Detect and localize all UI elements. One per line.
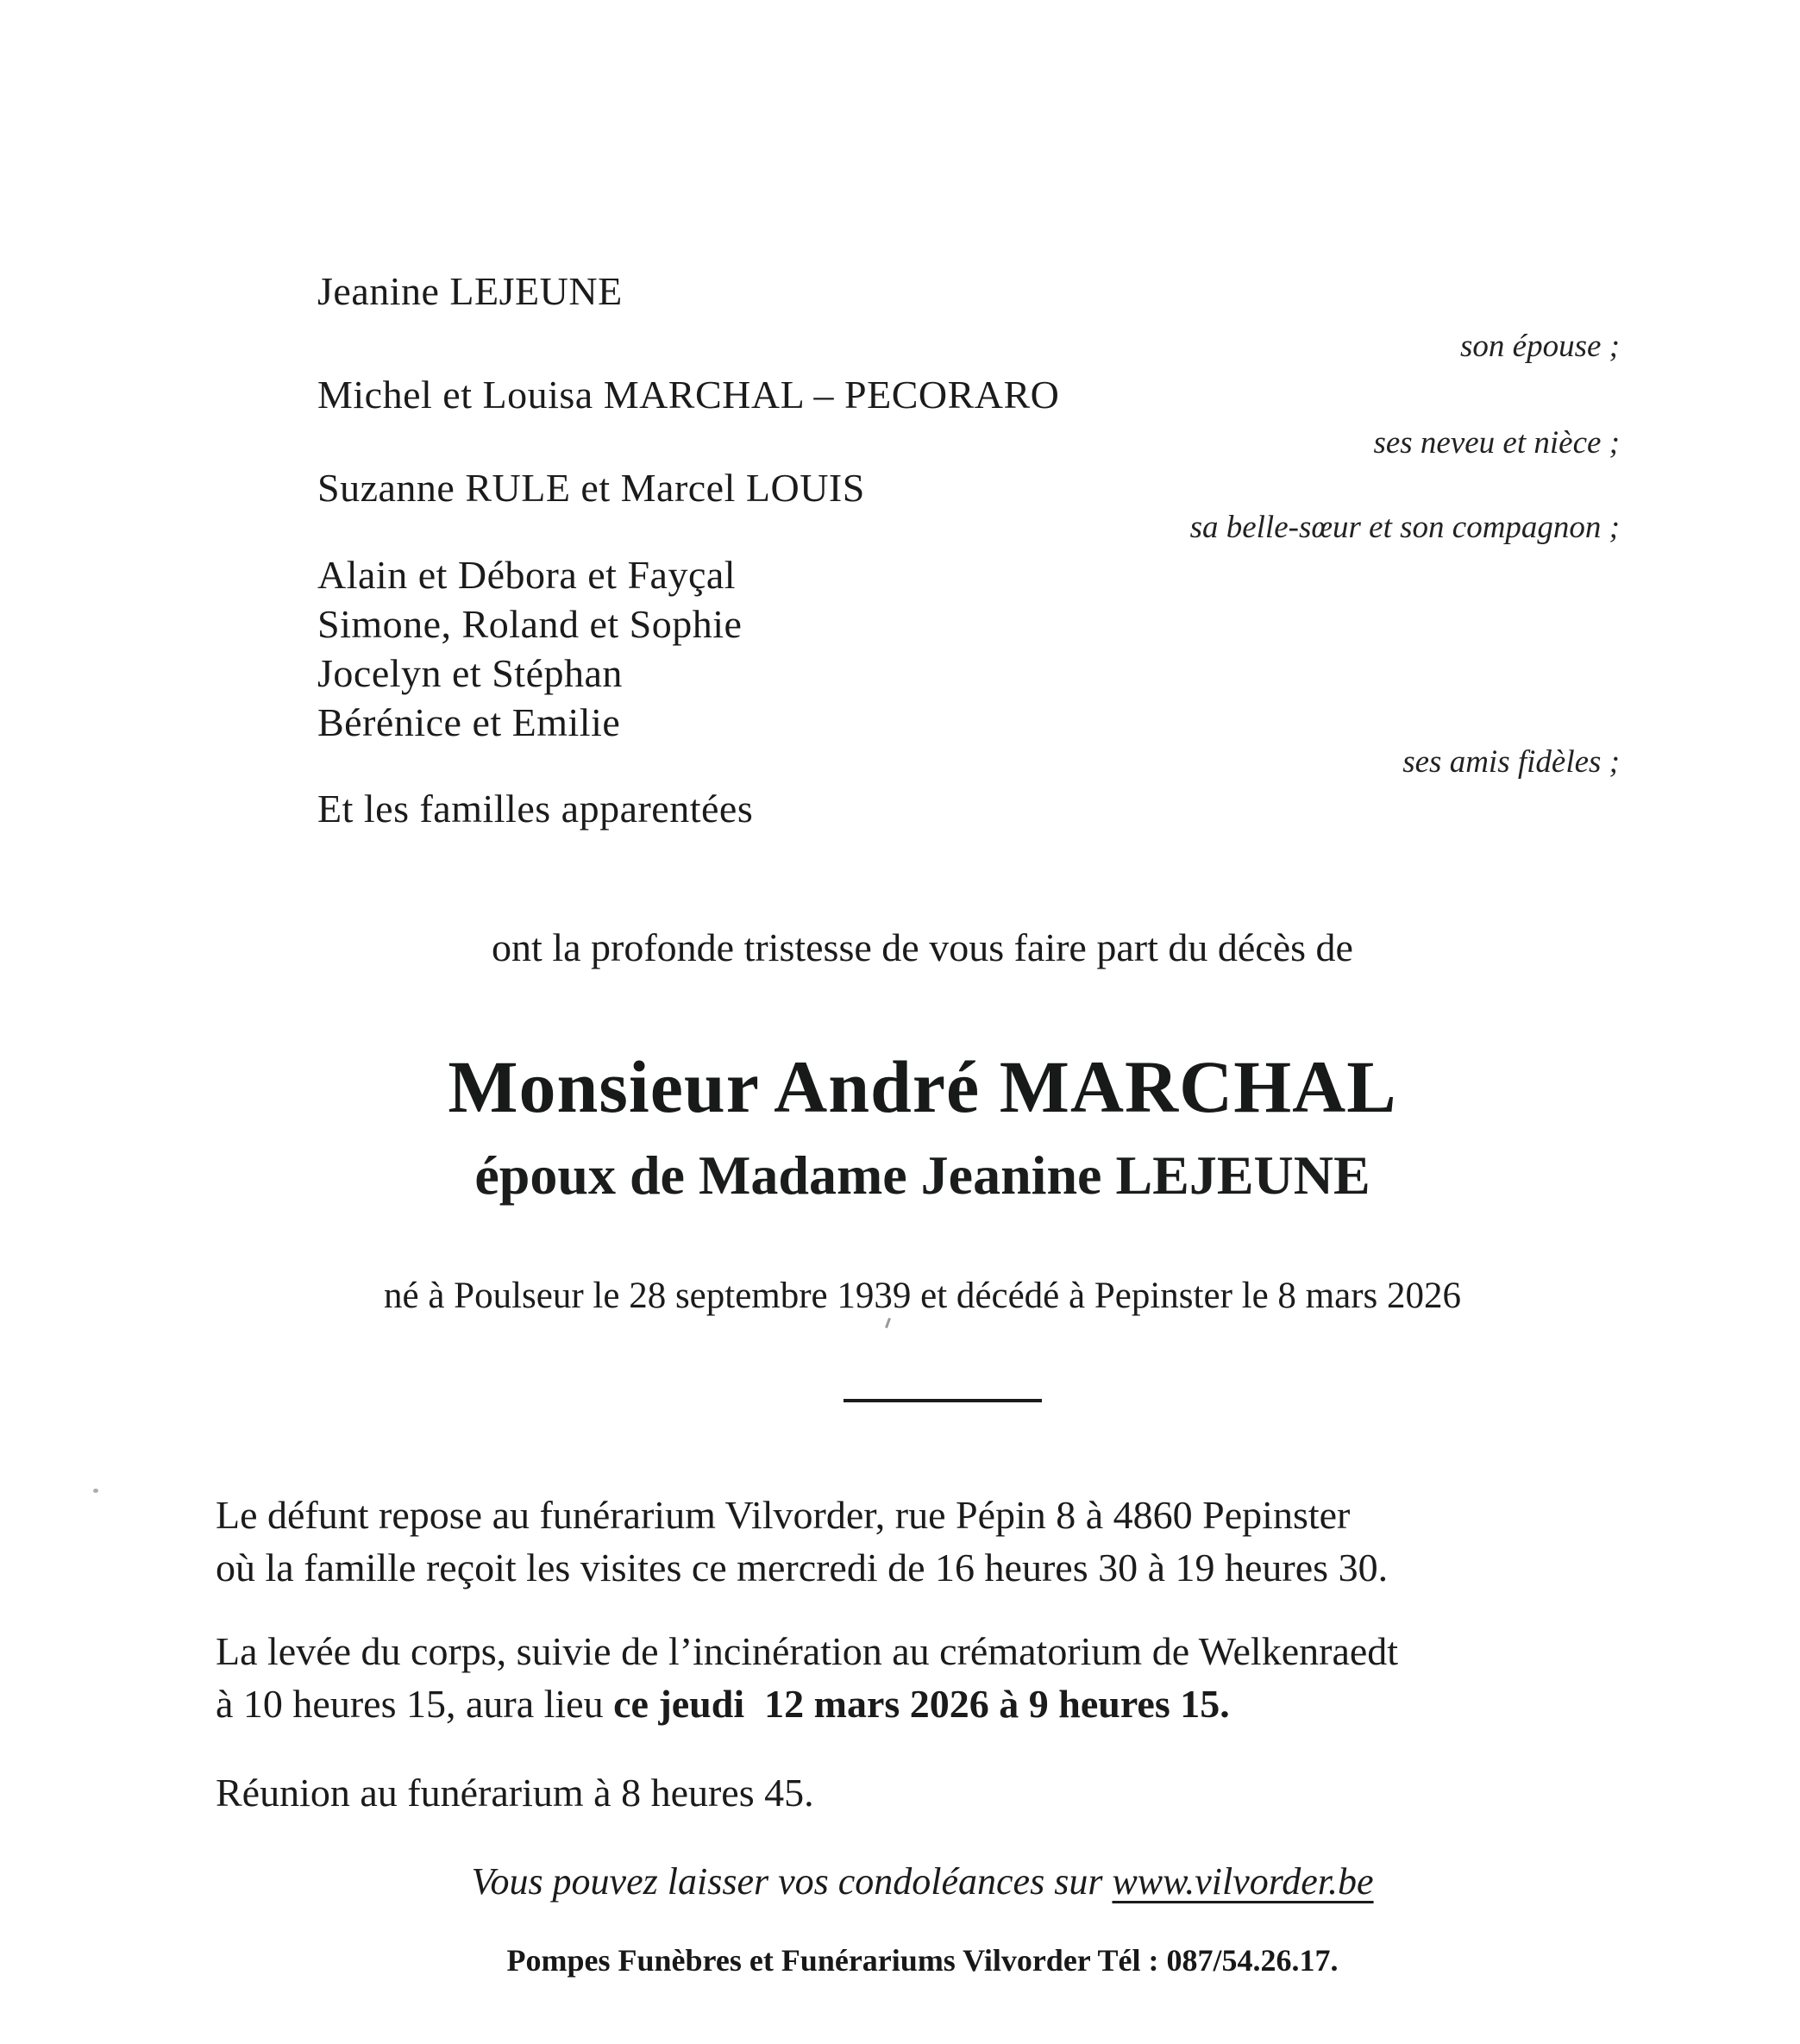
condolences-link[interactable]: www.vilvorder.be [1112, 1860, 1374, 1903]
birth-death-dates: né à Poulseur le 28 septembre 1939 et décédé à Pepinster le 8 mars 2026 [383, 1276, 1461, 1316]
announcer-name-spouse: Jeanine LEJEUNE [317, 269, 623, 313]
levee-line-2 [216, 1677, 1398, 1730]
relation-label-spouse: son épouse ; [1460, 329, 1620, 364]
relation-label-friends: ses amis fidèles ; [1402, 744, 1620, 780]
announcer-name-nephew-niece: Michel et Louisa MARCHAL – PECORARO [317, 373, 1060, 417]
levee-line-2-regular: à 10 heures 15, aura lieu [216, 1682, 614, 1726]
levee-paragraph [216, 1625, 1398, 1730]
levee-line-2-bold: ce jeudi 12 mars 2026 à 9 heures 15. [613, 1682, 1230, 1726]
scan-artifact-tick [885, 1318, 891, 1328]
repose-line-1: Le défunt repose au funérarium Vilvorder, rue Pépin 8 à 4860 Pepinster [216, 1493, 1351, 1537]
condolences-text: Vous pouvez laisser vos condoléances sur [471, 1860, 1113, 1903]
levee-line-1: La levée du corps, suivie de l’incinération au crématorium de Welkenraedt [216, 1629, 1399, 1673]
deceased-subtitle: époux de Madame Jeanine LEJEUNE [474, 1144, 1370, 1206]
deceased-name-title: Monsieur André MARCHAL [448, 1045, 1397, 1128]
repose-line-2: où la famille reçoit les visites ce mercredi de 16 heures 30 à 19 heures 30. [216, 1546, 1389, 1589]
announcer-name-sister-in-law: Suzanne RULE et Marcel LOUIS [317, 466, 865, 510]
announcer-friends-line-2: Simone, Roland et Sophie [317, 602, 743, 646]
announcer-friends-line-1: Alain et Débora et Fayçal [317, 553, 737, 597]
scan-artifact-dot [93, 1489, 98, 1493]
announcement-intro: ont la profonde tristesse de vous faire part du décès de [492, 925, 1353, 969]
announcer-friends-line-4: Bérénice et Emilie [317, 700, 621, 744]
announcer-friends-line-3: Jocelyn et Stéphan [317, 651, 623, 695]
announcer-related-families: Et les familles apparentées [317, 787, 754, 831]
condolences-line [0, 1859, 1800, 1903]
relation-label-sister-in-law: sa belle-sœur et son compagnon ; [1189, 510, 1620, 545]
announcer-friends-group [317, 550, 742, 747]
repose-paragraph [216, 1489, 1388, 1594]
reunion-line: Réunion au funérarium à 8 heures 45. [216, 1771, 814, 1815]
funeral-home-footer: Pompes Funèbres et Funérariums Vilvorder Tél : 087/54.26.17. [506, 1943, 1339, 1978]
section-divider [844, 1399, 1042, 1402]
relation-label-nephew-niece: ses neveu et nièce ; [1373, 425, 1620, 461]
